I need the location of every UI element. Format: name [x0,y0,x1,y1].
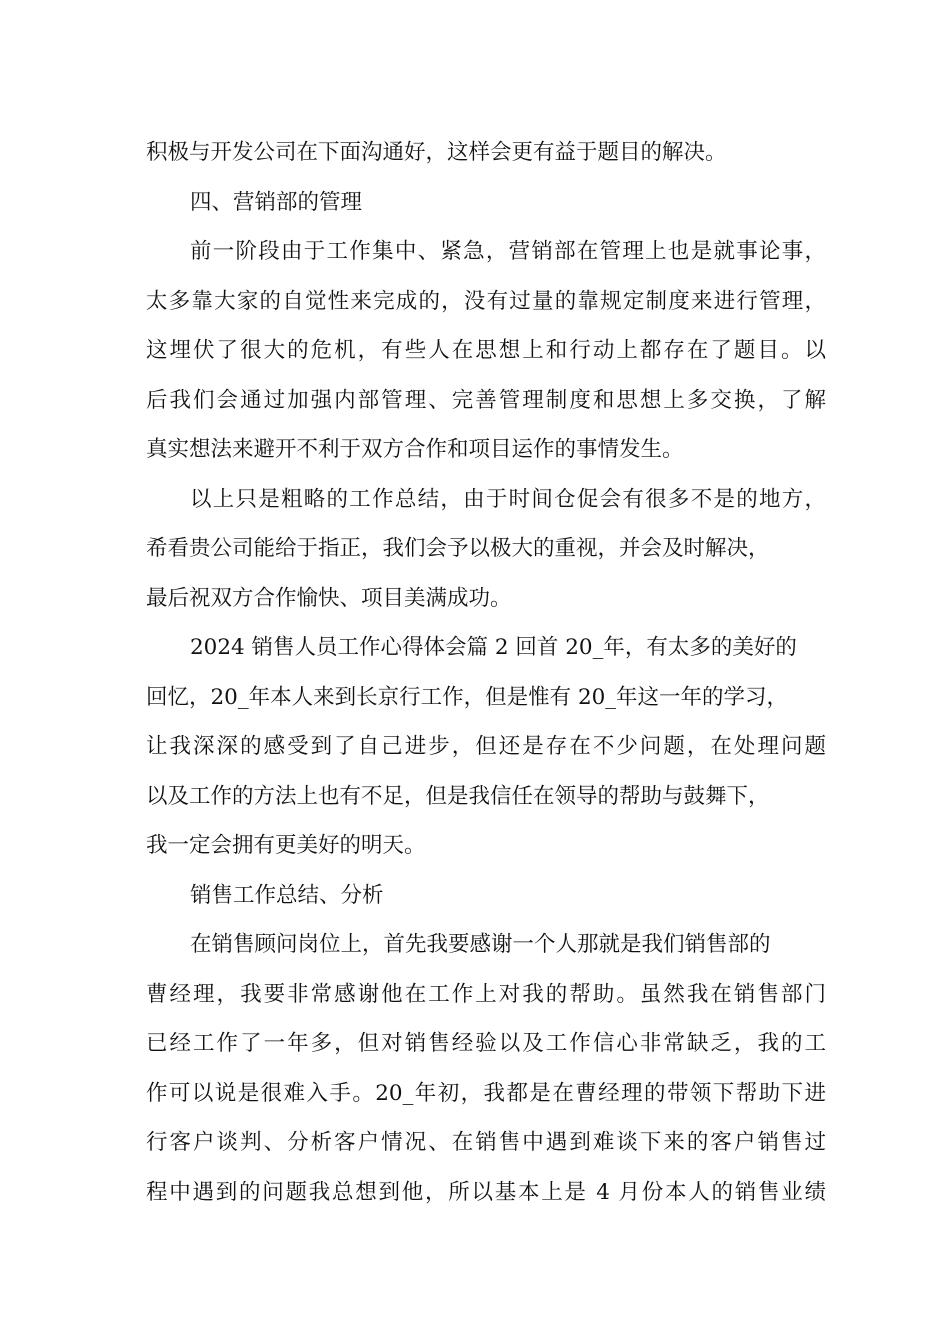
text-line: 行客户谈判、分析客户情况、在销售中遇到难谈下来的客户销售过 [146,1130,826,1155]
text-line: 我一定会拥有更美好的明天。 [146,833,426,858]
text-line: 程中遇到的问题我总想到他，所以基本上是 4 月份本人的销售业绩 [146,1179,826,1205]
text-line: 积极与开发公司在下面沟通好，这样会更有益于题目的解决。 [146,140,727,165]
text-line: 在销售顾问岗位上，首先我要感谢一个人那就是我们销售部的 [190,932,771,957]
text-line: 后我们会通过加强内部管理、完善管理制度和思想上多交换，了解 [146,387,826,413]
text-line: 回忆，20_年本人来到长京行工作，但是惟有 20_年这一年的学习， [146,684,789,710]
text-line: 真实想法来避开不利于双方合作和项目运作的事情发生。 [146,437,684,462]
text-line: 曹经理，我要非常感谢他在工作上对我的帮助。虽然我在销售部门 [146,981,826,1007]
section-heading: 四、营销部的管理 [190,189,363,215]
text-line: 这埋伏了很大的危机，有些人在思想上和行动上都存在了题目。以 [146,338,826,363]
text-line: 以上只是粗略的工作总结，由于时间仓促会有很多不是的地方， [190,486,826,512]
text-line: 希看贵公司能给于指正，我们会予以极大的重视，并会及时解决， [146,536,770,561]
section-heading: 销售工作总结、分析 [190,882,384,908]
text-line: 让我深深的感受到了自己进步，但还是存在不少问题，在处理问题 [146,734,826,759]
text-line: 以及工作的方法上也有不足，但是我信任在领导的帮助与鼓舞下， [146,783,770,809]
document-body [146,128,826,1217]
text-line: 已经工作了一年多，但对销售经验以及工作信心非常缺乏，我的工 [146,1031,826,1056]
text-line: 2024 销售人员工作心得体会篇 2 回首 20_年，有太多的美好的 [190,635,797,660]
text-line: 太多靠大家的自觉性来完成的，没有过量的靠规定制度来进行管理， [146,288,826,314]
text-line: 最后祝双方合作愉快、项目美满成功。 [146,585,512,611]
text-line: 前一阶段由于工作集中、紧急，营销部在管理上也是就事论事， [190,239,826,264]
text-line: 作可以说是很难入手。20_年初，我都是在曹经理的带领下帮助下进 [146,1080,826,1106]
